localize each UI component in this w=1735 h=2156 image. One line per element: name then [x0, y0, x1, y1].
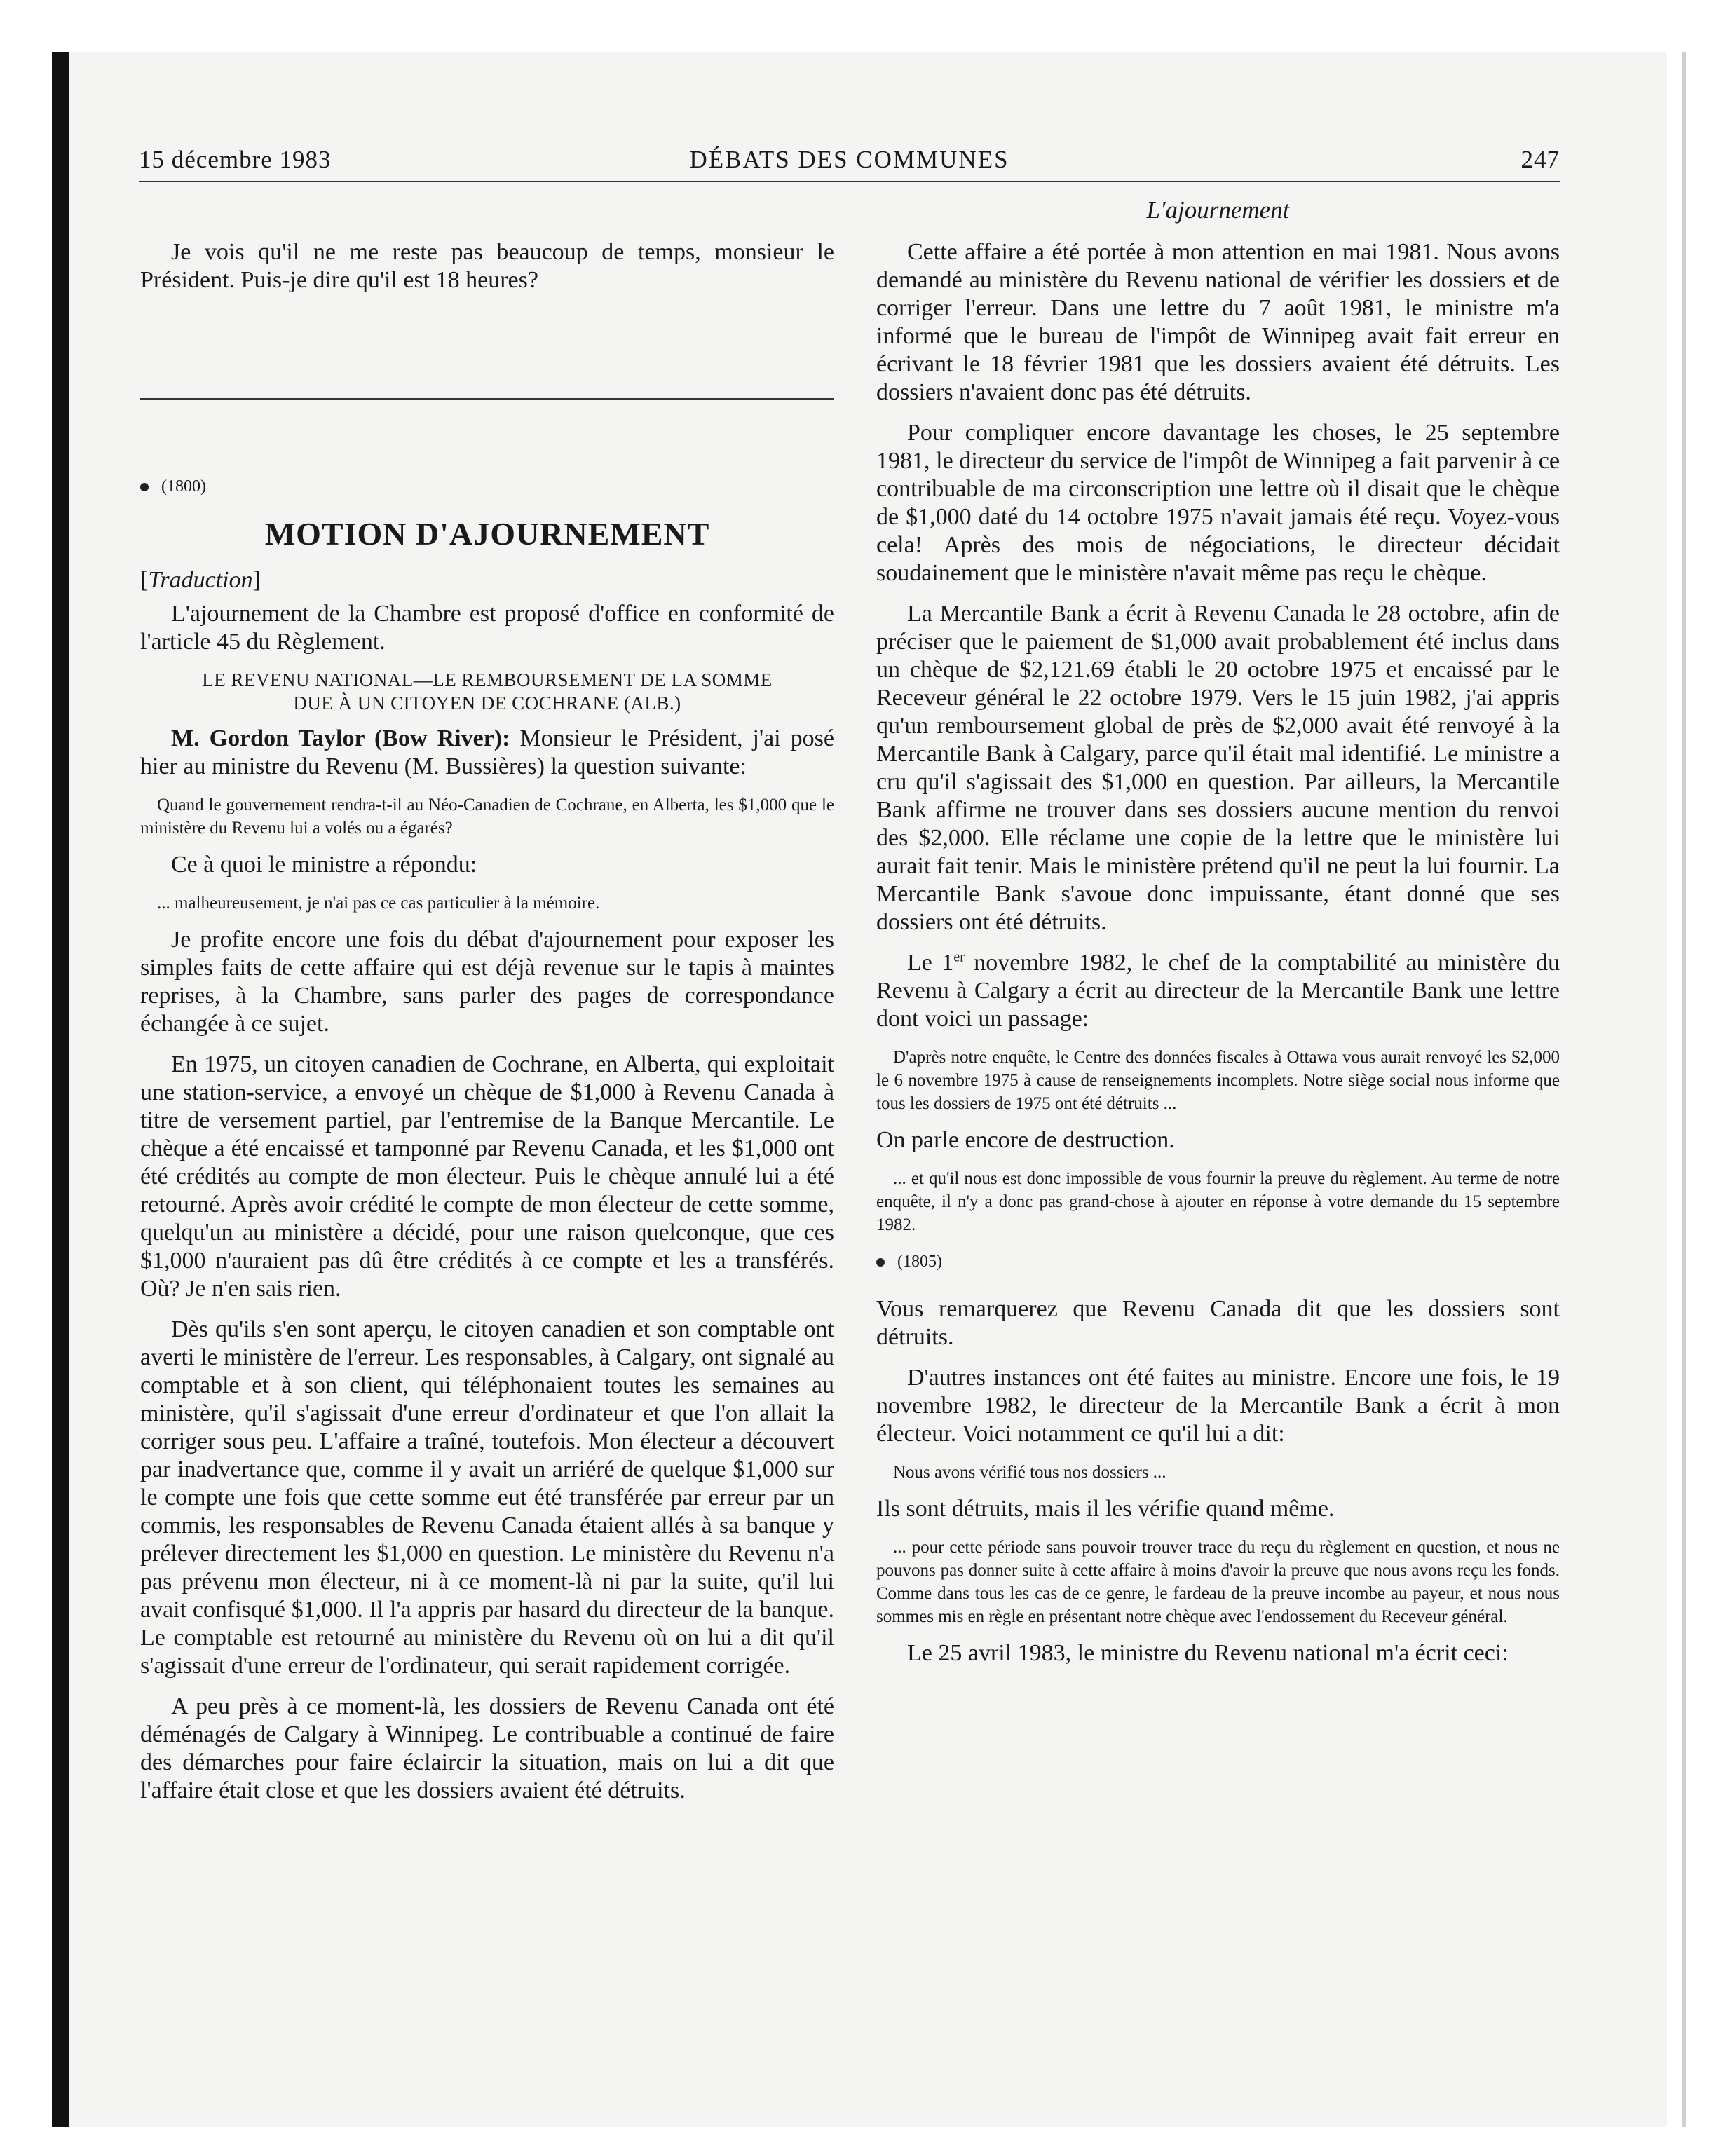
translation-label: Traduction	[148, 567, 253, 593]
speaker-name: M. Gordon Taylor (Bow River):	[171, 725, 510, 751]
speaker-text: Monsieur le Président, j'ai posé hier au ministre du Revenu (M. Bussières) la question suivante:	[140, 725, 835, 779]
paragraph: Ils sont détruits, mais il les vérifie quand même.	[876, 1496, 1335, 1522]
paragraph: D'autres instances ont été faites au ministre. Encore une fois, le 19 novembre 1982, le directeur de la Mercantile Bank a écrit à mon électeur. Voici notamment ce qu'il lui a dit:	[876, 1365, 1560, 1447]
page-header	[139, 146, 1560, 182]
bullet-icon	[140, 483, 149, 491]
time-marker	[140, 472, 834, 500]
scan-edge-right	[1682, 52, 1686, 2127]
paragraph: On parle encore de destruction.	[876, 1127, 1175, 1153]
block-quote: ... malheureusement, je n'ai pas ce cas particulier à la mémoire.	[157, 894, 600, 913]
block-quote: Quand le gouvernement rendra-t-il au Néo-Canadien de Cochrane, en Alberta, les $1,000 que le ministère du Revenu lui a volés ou a égarés?	[140, 796, 834, 838]
paragraph: A peu près à ce moment-là, les dossiers de Revenu Canada ont été déménagés de Calgary à Winnipeg. Le contribuable a continué de faire des démarches pour faire éclaircir la situation, mais on lui a dit que l'affaire était close et que les dossiers avaient été détruits.	[140, 1693, 834, 1803]
paragraph: L'ajournement de la Chambre est proposé d'office en conformité de l'article 45 du Règlement.	[140, 601, 834, 655]
paragraph: Ce à quoi le ministre a répondu:	[171, 852, 477, 878]
block-quote: ... et qu'il nous est donc impossible de vous fournir la preuve du règlement. Au terme de notre enquête, il n'y a donc pas grand-chose à ajouter en réponse à votre demande du 15 septembre 1982.	[876, 1169, 1560, 1234]
page-number: 247	[1520, 146, 1560, 173]
text-run: novembre 1982, le chef de la comptabilité au ministère du Revenu à Calgary a écrit au directeur de la Mercantile Bank une lettre dont voici un passage:	[876, 950, 1560, 1032]
text-run: Le 1	[907, 950, 954, 976]
paragraph: Dès qu'ils s'en sont aperçu, le citoyen canadien et son comptable ont averti le ministère de l'erreur. Les responsables, à Calgary, ont signalé au comptable et à son client, qui téléphonaient toutes les semaines au ministère, qu'il s'agissait d'une erreur d'ordinateur et que l'on allait la corriger sous peu. L'affaire a traîné, toutefois. Mon électeur a découvert par inadvertance que, comme il y avait un arriéré de quelque $1,000 sur le compte une fois que cette somme eut été transférée par erreur par un commis, les responsables de Revenu Canada étaient allés à sa banque y prélever directement les $1,000 en question. Le ministère du Revenu n'a pas prévenu mon électeur, ni à ce moment-là ni par la suite, qu'il lui avait confisqué $1,000. Il l'a appris par hasard du directeur de la banque. Le comptable est retourné au ministère du Revenu où on lui a dit qu'il s'agissait d'une erreur de l'ordinateur, qui serait rapidement corrigée.	[140, 1316, 834, 1679]
paragraph: En 1975, un citoyen canadien de Cochrane, en Alberta, qui exploitait une station-service, a envoyé un chèque de $1,000 à Revenu Canada à titre de versement partiel, par l'entremise de la Banque Mercantile. Le chèque a été encaissé et tamponné par Revenu Canada, et les $1,000 ont été crédités au compte de mon électeur. Puis le chèque annulé lui a été retourné. Après avoir crédité le compte de mon électeur de cette somme, quelqu'un au ministère a décidé, pour une raison quelconque, que ces $1,000 n'auraient pas dû être crédités à ce compte et les a transférés. Où? Je n'en sais rien.	[140, 1051, 834, 1302]
paragraph: La Mercantile Bank a écrit à Revenu Canada le 28 octobre, afin de préciser que le paiement de $1,000 avait probablement été inclus dans un chèque de $2,121.69 établi le 20 octobre 1975 et encaissé par le Receveur général le 22 octobre 1979. Vers le 15 juin 1982, j'ai appris qu'un remboursement global de près de $2,000 avait été renvoyé à la Mercantile Bank à Calgary, parce qu'il était mal identifié. Le ministre a cru qu'il s'agissait des $1,000 en question. Par ailleurs, la Mercantile Bank affirme ne trouver dans ses dossiers aucune mention du renvoi des $2,000. Elle réclame une copie de la lettre que le ministère lui aurait fait tenir. Mais le ministère prétend qu'il ne peut la lui fournir. La Mercantile Bank s'avoue donc impuissante, étant donné que ses dossiers ont été détruits.	[876, 601, 1560, 935]
time-marker-label: (1805)	[897, 1253, 942, 1271]
paragraph: Pour compliquer encore davantage les choses, le 25 septembre 1981, le directeur du service de l'impôt de Winnipeg a fait parvenir à ce contribuable de ma circonscription une lettre où il disait que le chèque de $1,000 daté du 14 octobre 1975 n'avait jamais été reçu. Voyez-vous cela! Après des mois de négociations, le directeur décidait soudainement que le ministère n'avait même pas reçu le chèque.	[876, 420, 1560, 586]
bullet-icon	[876, 1258, 885, 1267]
block-quote: Nous avons vérifié tous nos dossiers ...	[893, 1463, 1166, 1482]
left-column	[140, 238, 834, 1817]
paragraph: Je vois qu'il ne me reste pas beaucoup de temps, monsieur le Président. Puis-je dire qu'il est 18 heures?	[140, 239, 834, 293]
header-title: DÉBATS DES COMMUNES	[689, 146, 1009, 173]
time-marker-label: (1800)	[161, 477, 206, 496]
paragraph: Vous remarquerez que Revenu Canada dit que les dossiers sont détruits.	[876, 1296, 1560, 1350]
block-quote: ... pour cette période sans pouvoir trouver trace du reçu du règlement en question, et nous ne pouvons pas donner suite à cette affaire à moins d'avoir la preuve que nous avons reçu les fonds. Comme dans tous les cas de ce genre, le fardeau de la preuve incombe au payeur, et nous nous sommes mis en règle en présentant notre chèque avec l'endossement du Receveur général.	[876, 1538, 1560, 1626]
paragraph: Je profite encore une fois du débat d'ajournement pour exposer les simples faits de cette affaire qui est déjà revenue sur le tapis à maintes reprises, à la Chambre, sans parler des pages de correspondance échangée à ce sujet.	[140, 927, 834, 1037]
running-head: L'ajournement	[1146, 196, 1290, 224]
block-quote: D'après notre enquête, le Centre des données fiscales à Ottawa vous aurait renvoyé les $2,000 le 6 novembre 1975 à cause de renseignements incomplets. Notre siège social nous informe que tous les dossiers de 1975 ont été détruits ...	[876, 1048, 1560, 1113]
section-divider	[140, 398, 834, 400]
header-date: 15 décembre 1983	[139, 146, 332, 173]
translation-note: [Traduction]	[140, 567, 261, 593]
scan-edge	[52, 52, 69, 2127]
paragraph: Cette affaire a été portée à mon attention en mai 1981. Nous avons demandé au ministère du Revenu national de vérifier les dossiers et de corriger l'erreur. Dans une lettre du 7 août 1981, le ministre m'a informé que le bureau de l'impôt de Winnipeg avait fait erreur en écrivant le 18 février 1981 que les dossiers avaient été détruits. Les dossiers n'avaient donc pas été détruits.	[876, 239, 1560, 405]
right-column	[876, 238, 1560, 1680]
time-marker	[876, 1248, 1560, 1276]
paragraph	[140, 725, 834, 781]
section-title: MOTION D'AJOURNEMENT	[264, 516, 710, 552]
paragraph: Le 25 avril 1983, le ministre du Revenu national m'a écrit ceci:	[907, 1640, 1509, 1666]
subject-heading: LE REVENU NATIONAL—LE REMBOURSEMENT DE LA SOMME DUE À UN CITOYEN DE COCHRANE (ALB.)	[202, 669, 773, 714]
paragraph	[876, 949, 1560, 1033]
superscript: er	[953, 949, 965, 965]
